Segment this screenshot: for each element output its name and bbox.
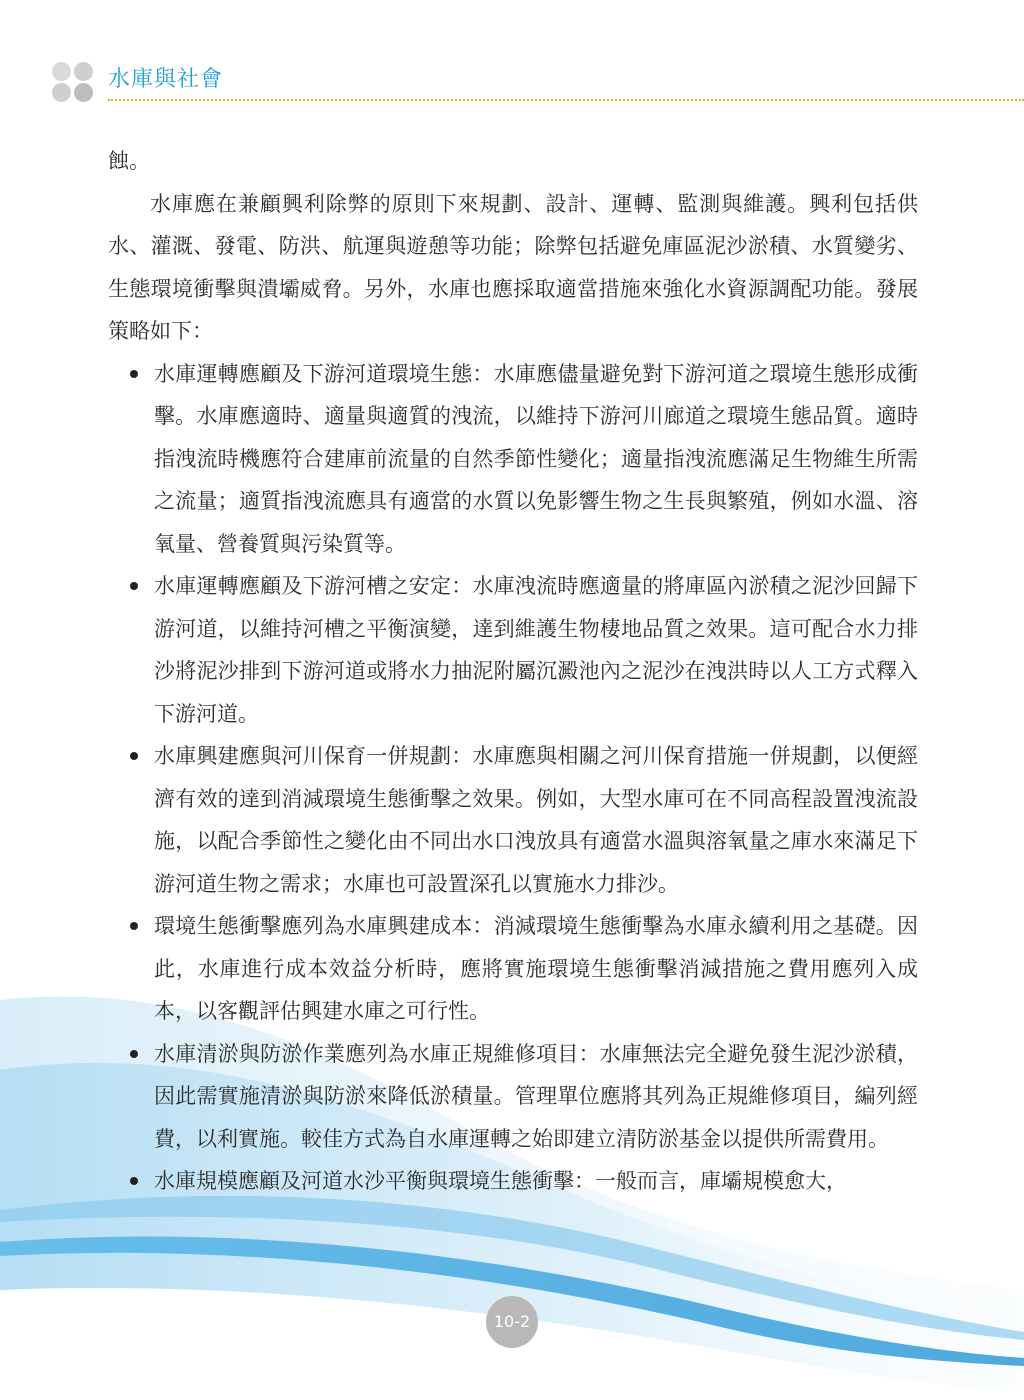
bullet-icon [130, 370, 138, 378]
intro-paragraph: 水庫應在兼顧興利除弊的原則下來規劃、設計、運轉、監測與維護。興利包括供水、灌溉、發電、防洪、航運與遊憩等功能；除弊包括避免庫區泥沙淤積、水質變劣、生態環境衝擊與潰壩威脅。另外，水庫也應採取適當措施來強化水資源調配功能。發展策略如下： [108, 191, 918, 343]
list-item [108, 565, 918, 735]
list-item-text: 水庫興建應與河川保育一併規劃：水庫應與相關之河川保育措施一併規劃，以便經濟有效的達到消減環境生態衝擊之效果。例如，大型水庫可在不同高程設置洩流設施，以配合季節性之變化由不同出水口洩放具有適當水溫與溶氧量之庫水來滿足下游河道生物之需求；水庫也可設置深孔以實施水力排沙。 [154, 744, 918, 896]
header-divider [108, 99, 1024, 101]
bullet-icon [130, 1177, 138, 1185]
strategy-list [108, 353, 918, 1203]
list-item-text: 環境生態衝擊應列為水庫興建成本：消減環境生態衝擊為水庫永續利用之基礎。因此，水庫進行成本效益分析時，應將實施環境生態衝擊消減措施之費用應列入成本，以客觀評估興建水庫之可行性。 [154, 914, 918, 1023]
list-item-text: 水庫運轉應顧及下游河槽之安定：水庫洩流時應適量的將庫區內淤積之泥沙回歸下游河道，以維持河槽之平衡演變，達到維護生物棲地品質之效果。這可配合水力排沙將泥沙排到下游河道或將水力抽泥附屬沉澱池內之泥沙在洩洪時以人工方式釋入下游河道。 [154, 574, 918, 726]
list-item-text: 水庫規模應顧及河道水沙平衡與環境生態衝擊：一般而言，庫壩規模愈大， [154, 1169, 847, 1193]
list-item-text: 水庫運轉應顧及下游河道環境生態：水庫應儘量避免對下游河道之環境生態形成衝擊。水庫應適時、適量與適質的洩流，以維持下游河川廊道之環境生態品質。適時指洩流時機應符合建庫前流量的自然季節性變化；適量指洩流應滿足生物維生所需之流量；適質指洩流應具有適當的水質以免影響生物之生長與繁殖，例如水溫、溶氧量、營養質與污染質等。 [154, 361, 918, 556]
page-header [0, 0, 1024, 110]
bullet-icon [130, 582, 138, 590]
header-title: 水庫與社會 [108, 67, 224, 92]
list-item [108, 353, 918, 566]
bullet-icon [130, 922, 138, 930]
list-item [108, 905, 918, 1033]
bullet-icon [130, 1050, 138, 1058]
logo-dots-icon [52, 62, 96, 102]
list-item-text: 水庫清淤與防淤作業應列為水庫正規維修項目：水庫無法完全避免發生泥沙淤積，因此需實施清淤與防淤來降低淤積量。管理單位應將其列為正規維修項目，編列經費，以利實施。較佳方式為自水庫運轉之始即建立清防淤基金以提供所需費用。 [154, 1041, 918, 1151]
bullet-icon [130, 752, 138, 760]
list-item [108, 1033, 918, 1161]
page-number-badge: 10-2 [486, 1296, 538, 1348]
list-item [108, 735, 918, 905]
continuation-text: 蝕。 [108, 149, 150, 173]
list-item [108, 1160, 918, 1203]
body-content [108, 140, 918, 1203]
